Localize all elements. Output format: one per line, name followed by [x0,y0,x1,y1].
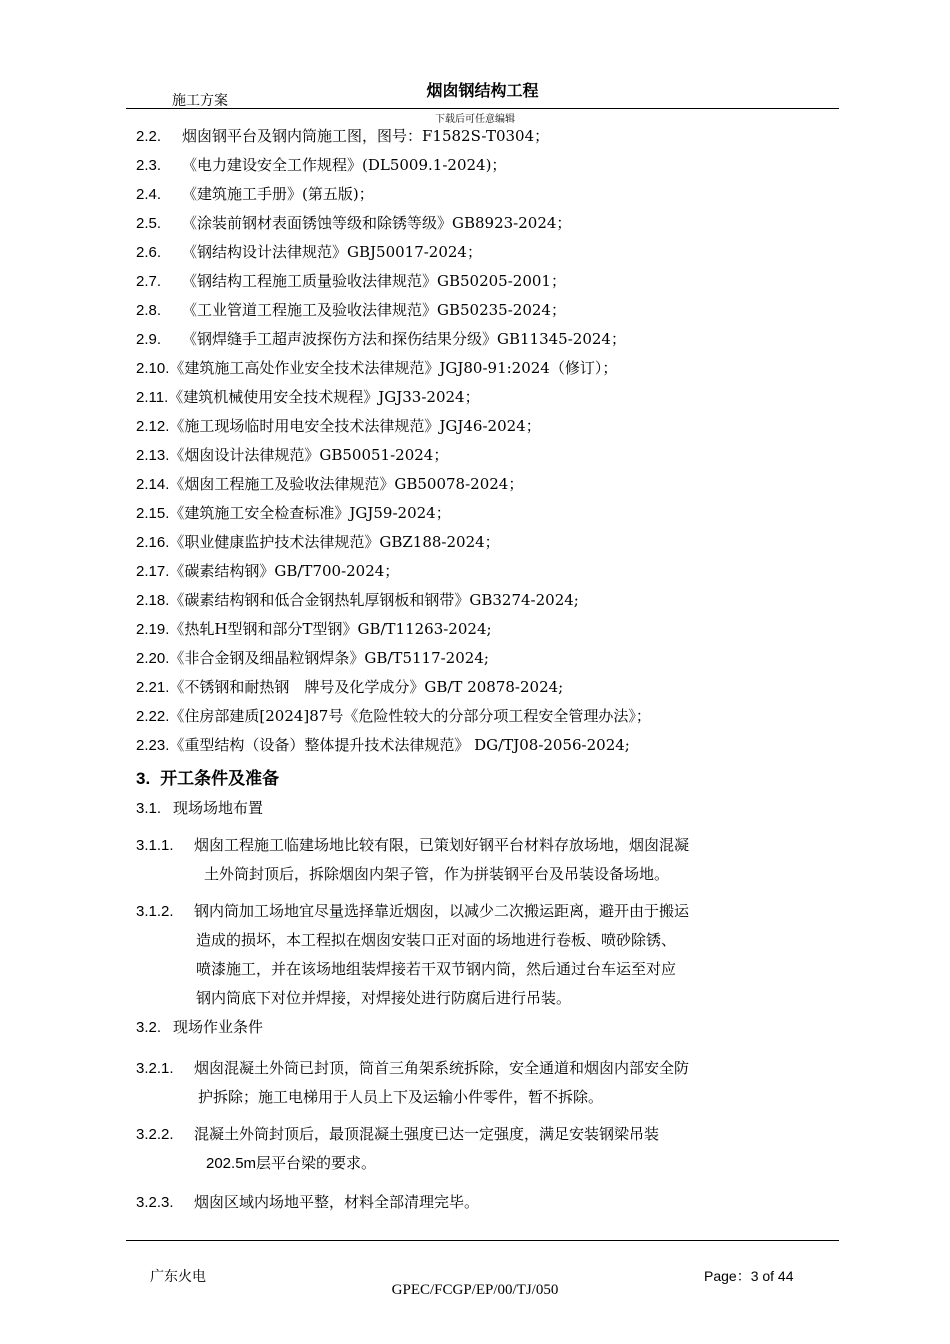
reference-item [136,412,840,441]
reference-item [136,209,840,238]
reference-text: 《烟囱工程施工及验收法律规范》GB50078-2024； [169,475,524,493]
reference-text: 《非合金钢及细晶粒钢焊条》GB/T5117-2024; [169,649,489,667]
paragraph-line: 混凝土外筒封顶后，最顶混凝土强度已达一定强度，满足安装钢梁吊装 [194,1125,660,1143]
reference-list [136,122,840,760]
reference-text: 《碳素结构钢和低合金钢热轧厚钢板和钢带》GB3274-2024; [169,591,579,609]
reference-item [136,180,840,209]
reference-item [136,673,840,702]
paragraph [136,1188,840,1217]
reference-item [136,383,840,412]
reference-text: 《职业健康监护技术法律规范》GBZ188-2024； [169,533,500,551]
reference-item [136,644,840,673]
paragraph [136,897,840,1013]
reference-text: 《建筑施工高处作业安全技术法律规范》JGJ80-91:2024（修订）； [169,359,618,377]
paragraph-number: 3.2.1. [136,1060,174,1077]
reference-text: 《钢焊缝手工超声波探伤方法和探伤结果分级》GB11345-2024； [182,330,626,348]
reference-item [136,296,840,325]
reference-text: 《钢结构工程施工质量验收法律规范》GB50205-2001； [182,272,566,290]
reference-item [136,615,840,644]
paragraph-number: 3.1.1. [136,837,174,854]
reference-text: 《电力建设安全工作规程》(DL5009.1-2024)； [182,156,507,174]
reference-number: 2.6. [136,244,162,261]
reference-text: 《涂装前钢材表面锈蚀等级和除锈等级》GB8923-2024； [182,214,572,232]
header-left-label: 施工方案 [172,93,228,109]
reference-text: 《建筑施工手册》(第五版)； [182,185,374,203]
reference-item [136,499,840,528]
reference-item [136,238,840,267]
paragraph-line: 护拆除；施工电梯用于人员上下及运输小件零件，暂不拆除。 [198,1088,604,1106]
reference-number: 2.3. [136,157,162,174]
reference-number: 2.14. [136,476,170,493]
reference-number: 2.9. [136,331,162,348]
document-body [136,122,840,1217]
reference-number: 2.23. [136,737,170,754]
reference-number: 2.11. [136,389,169,406]
paragraph-line: 土外筒封顶后，拆除烟囱内架子管，作为拼装钢平台及吊装设备场地。 [204,865,670,883]
paragraph-line: 造成的损坏，本工程拟在烟囱安装口正对面的场地进行卷板、喷砂除锈、 [196,931,677,949]
reference-text: 烟囱钢平台及钢内筒施工图，图号：F1582S-T0304； [182,127,550,145]
reference-text: 《工业管道工程施工及验收法律规范》GB50235-2024； [182,301,566,319]
paragraph [136,1120,840,1178]
paragraph [136,1054,840,1112]
paragraph [136,831,840,889]
footer-document-code: GPEC/FCGP/EP/00/TJ/050 [391,1282,559,1298]
paragraph-number: 3.2.2. [136,1126,174,1143]
reference-number: 2.12. [136,418,170,435]
reference-item [136,325,840,354]
paragraph-line-text: 层平台梁的要求。 [256,1154,377,1172]
reference-item [136,470,840,499]
reference-text: 《钢结构设计法律规范》GBJ50017-2024； [182,243,482,261]
reference-item [136,354,840,383]
paragraph-line [196,1149,840,1178]
reference-item [136,731,840,760]
reference-number: 2.5. [136,215,162,232]
reference-number: 2.4. [136,186,162,203]
height-value: 202.5m [206,1155,257,1172]
footer-rule [126,1240,839,1241]
reference-item [136,586,840,615]
reference-text: 《烟囱设计法律规范》GB50051-2024； [169,446,449,464]
header-title: 烟囱钢结构工程 [426,81,539,100]
reference-item [136,122,840,151]
paragraph-number: 3.2.3. [136,1194,174,1211]
reference-number: 2.20. [136,650,170,667]
reference-text: 《建筑机械使用安全技术规程》JGJ33-2024； [168,388,480,406]
reference-number: 2.16. [136,534,170,551]
section-heading [136,764,840,794]
reference-number: 2.19. [136,621,170,638]
reference-text: 《建筑施工安全检查标准》JGJ59-2024； [169,504,451,522]
reference-number: 2.17. [136,563,170,580]
paragraph-line: 烟囱工程施工临建场地比较有限，已策划好钢平台材料存放场地，烟囱混凝 [194,836,690,854]
paragraph-line: 烟囱混凝土外筒已封顶，筒首三角架系统拆除，安全通道和烟囱内部安全防 [194,1059,690,1077]
subsection-heading [136,1013,840,1042]
reference-number: 2.22. [136,708,170,725]
reference-number: 2.7. [136,273,162,290]
subsection-number: 3.1. [136,800,162,817]
subsection-heading [136,794,840,823]
subsection-number: 3.2. [136,1019,162,1036]
section-number: 3. [136,769,151,788]
reference-number: 2.21. [136,679,170,696]
footer-page-number: Page：3 of 44 [704,1268,794,1284]
paragraph-number: 3.1.2. [136,903,174,920]
reference-text: 《热轧H型钢和部分T型钢》GB/T11263-2024; [169,620,492,638]
header-note: 下载后可任意编辑 [435,114,515,125]
paragraph-line: 钢内筒加工场地宜尽量选择靠近烟囱，以减少二次搬运距离，避开由于搬运 [194,902,690,920]
reference-number: 2.2. [136,128,162,145]
reference-item [136,702,840,731]
reference-item [136,151,840,180]
reference-text: 《重型结构（设备）整体提升技术法律规范》 DG/TJ08-2056-2024; [169,736,630,754]
reference-item [136,441,840,470]
reference-number: 2.10. [136,360,170,377]
paragraph-line: 喷漆施工，并在该场地组装焊接若干双节钢内筒，然后通过台车运至对应 [196,960,677,978]
reference-text: 《施工现场临时用电安全技术法律规范》JGJ46-2024； [169,417,541,435]
subsection-title: 现场场地布置 [173,799,264,817]
reference-item [136,557,840,586]
page-header [126,76,839,109]
reference-number: 2.18. [136,592,170,609]
reference-number: 2.8. [136,302,162,319]
paragraph-line: 钢内筒底下对位并焊接，对焊接处进行防腐后进行吊装。 [196,989,572,1007]
reference-item [136,267,840,296]
section-title: 开工条件及准备 [160,769,280,789]
paragraph-line: 烟囱区域内场地平整，材料全部清理完毕。 [194,1193,480,1211]
reference-text: 《住房部建质[2024]87号《危险性较大的分部分项工程安全管理办法》； [169,707,651,725]
subsection-title: 现场作业条件 [173,1018,264,1036]
reference-item [136,528,840,557]
footer-company: 广东火电 [150,1269,206,1285]
reference-number: 2.13. [136,447,170,464]
reference-text: 《不锈钢和耐热钢 牌号及化学成分》GB/T 20878-2024; [169,678,564,696]
reference-number: 2.15. [136,505,170,522]
reference-text: 《碳素结构钢》GB/T700-2024； [169,562,400,580]
